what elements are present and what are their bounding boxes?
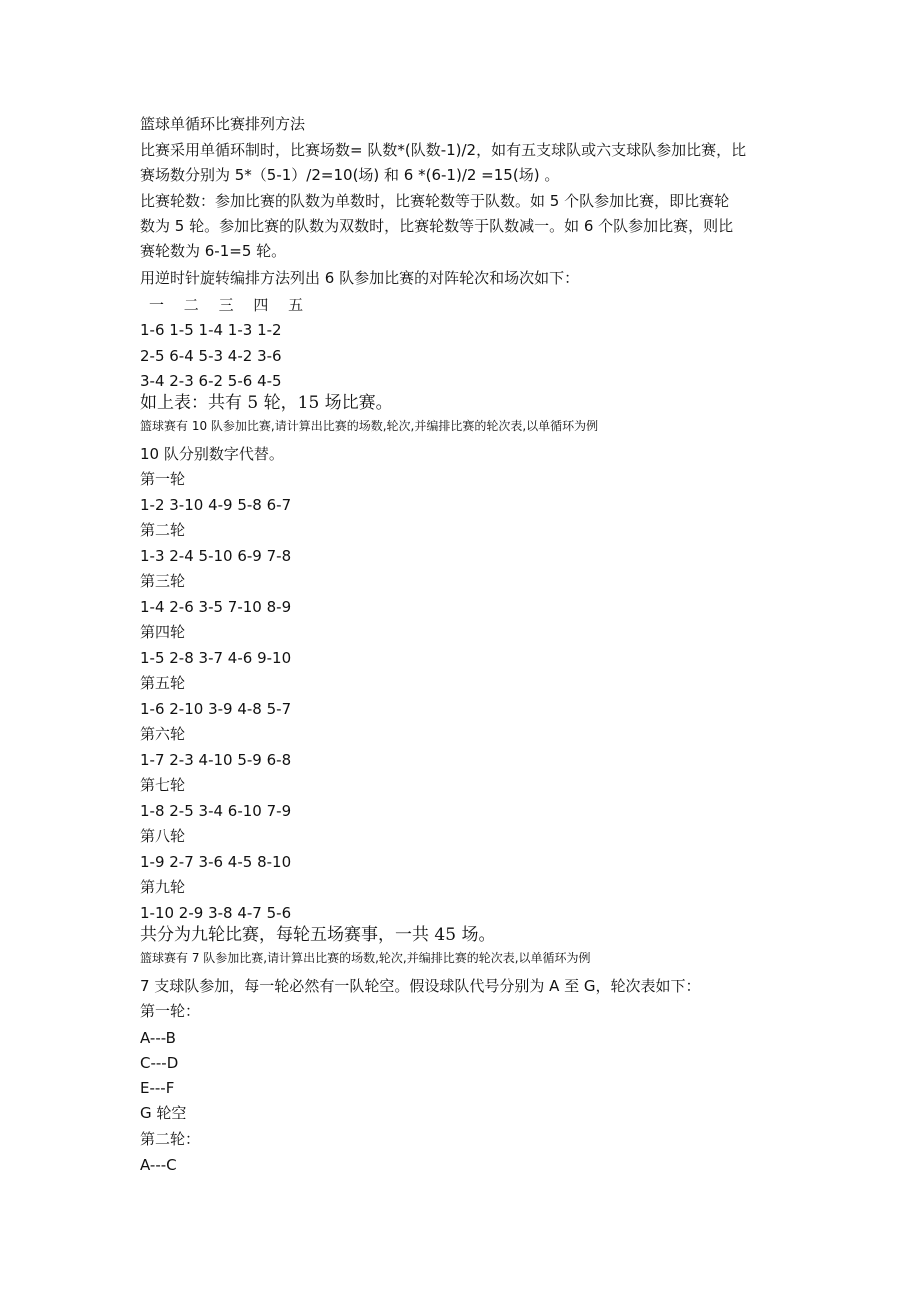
ten-round-games: 1-5 2-8 3-7 4-6 9-10	[140, 649, 292, 667]
ten-round-label: 第二轮	[140, 521, 186, 539]
doc-title: 篮球单循环比赛排列方法	[140, 115, 306, 133]
ten-round-label: 第五轮	[140, 674, 186, 692]
round-header: 三	[218, 296, 234, 314]
question-seven-teams: 篮球赛有 7 队参加比赛,请计算出比赛的场数,轮次,并编排比赛的轮次表,以单循环为例	[140, 951, 591, 965]
ten-round-games: 1-6 2-10 3-9 4-8 5-7	[140, 700, 292, 718]
seven-round-label: 第一轮：	[140, 1002, 201, 1020]
paragraph-rounds-line-1: 比赛轮数：参加比赛的队数为单数时，比赛轮数等于队数。如 5 个队参加比赛，即比赛轮	[140, 192, 730, 210]
ten-round-label: 第七轮	[140, 776, 186, 794]
seven-round-game: A---B	[140, 1029, 176, 1047]
ten-round-games: 1-4 2-6 3-5 7-10 8-9	[140, 598, 292, 616]
paragraph-rotation-intro: 用逆时针旋转编排方法列出 6 队参加比赛的对阵轮次和场次如下：	[140, 269, 580, 287]
six-team-row: 3-4 2-3 6-2 5-6 4-5	[140, 372, 282, 390]
ten-team-intro: 10 队分别数字代替。	[140, 445, 284, 463]
ten-round-label: 第六轮	[140, 725, 186, 743]
round-header-row	[149, 295, 318, 315]
seven-round-game: A---C	[140, 1156, 177, 1174]
ten-round-games: 1-2 3-10 4-9 5-8 6-7	[140, 496, 292, 514]
ten-round-games: 1-3 2-4 5-10 6-9 7-8	[140, 547, 292, 565]
ten-round-label: 第九轮	[140, 878, 186, 896]
paragraph-games-line-2: 赛场数分别为 5*（5-1）/2=10(场) 和 6 *(6-1)/2 =15(场) 。	[140, 166, 560, 184]
seven-round-bye: G 轮空	[140, 1104, 187, 1122]
ten-round-games: 1-7 2-3 4-10 5-9 6-8	[140, 751, 292, 769]
seven-round-label: 第二轮：	[140, 1130, 201, 1148]
ten-round-games: 1-8 2-5 3-4 6-10 7-9	[140, 802, 292, 820]
six-team-row: 2-5 6-4 5-3 4-2 3-6	[140, 347, 282, 365]
six-team-summary: 如上表：共有 5 轮，15 场比赛。	[140, 393, 393, 413]
ten-round-label: 第八轮	[140, 827, 186, 845]
round-header: 一	[149, 296, 165, 314]
seven-team-intro: 7 支球队参加，每一轮必然有一队轮空。假设球队代号分别为 A 至 G，轮次表如下：	[140, 977, 701, 995]
round-header: 五	[288, 296, 304, 314]
round-header: 二	[183, 296, 199, 314]
ten-round-games: 1-9 2-7 3-6 4-5 8-10	[140, 853, 292, 871]
seven-round-game: E---F	[140, 1079, 175, 1097]
paragraph-games-line-1: 比赛采用单循环制时，比赛场数= 队数*(队数-1)/2，如有五支球队或六支球队参加比赛，比	[140, 141, 747, 159]
paragraph-rounds-line-3: 赛轮数为 6-1=5 轮。	[140, 242, 287, 260]
seven-round-game: C---D	[140, 1054, 179, 1072]
ten-round-label: 第四轮	[140, 623, 186, 641]
six-team-row: 1-6 1-5 1-4 1-3 1-2	[140, 321, 282, 339]
ten-round-label: 第三轮	[140, 572, 186, 590]
paragraph-rounds-line-2: 数为 5 轮。参加比赛的队数为双数时，比赛轮数等于队数减一。如 6 个队参加比赛，则比	[140, 217, 734, 235]
ten-round-games: 1-10 2-9 3-8 4-7 5-6	[140, 904, 292, 922]
round-header: 四	[253, 296, 269, 314]
question-ten-teams: 篮球赛有 10 队参加比赛,请计算出比赛的场数,轮次,并编排比赛的轮次表,以单循环为例	[140, 419, 599, 433]
ten-team-summary: 共分为九轮比赛，每轮五场赛事，一共 45 场。	[140, 925, 496, 945]
ten-round-label: 第一轮	[140, 470, 186, 488]
